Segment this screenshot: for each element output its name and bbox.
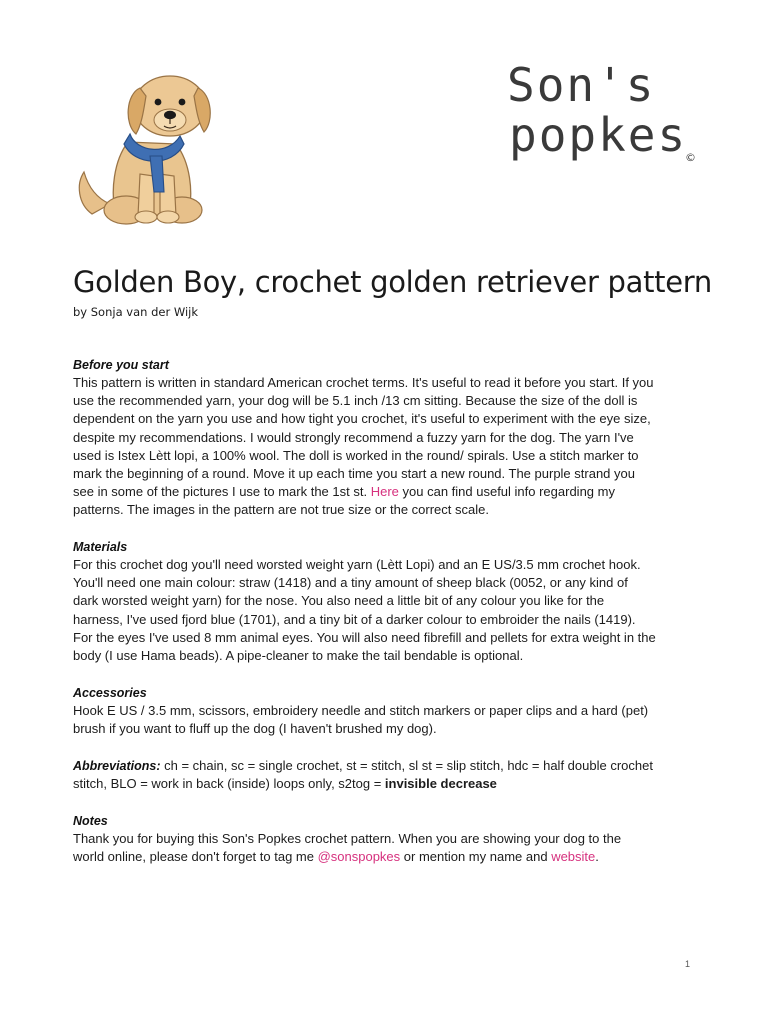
text-segment: stitch, BLO = work in back (inside) loops only, s2tog =	[73, 776, 385, 792]
invisible-decrease-term: invisible decrease	[384, 776, 497, 792]
text-line: This pattern is written in standard American crochet terms. It's useful to read it before you start. If you	[73, 375, 654, 390]
text-line	[73, 757, 701, 775]
section-body	[73, 556, 701, 665]
section-body	[73, 702, 701, 738]
section-materials	[73, 538, 701, 665]
text-line	[73, 483, 701, 501]
author-byline: by Sonja van der Wijk	[73, 305, 199, 319]
text-line: Thank you for buying this Son's Popkes crochet pattern. When you are showing your dog to the	[73, 831, 622, 846]
section-body	[73, 374, 701, 520]
text-line	[73, 775, 701, 793]
text-segment: see in some of the pictures I use to mark the 1st st.	[73, 484, 368, 500]
section-before-you-start	[73, 356, 701, 520]
logo-line-2: popkes	[509, 108, 688, 162]
text-line: For the eyes I've used 8 mm animal eyes. You will also need fibrefill and pellets for extra weight in the	[73, 629, 656, 645]
logo-line-1: Son's	[507, 58, 656, 112]
section-heading: Before you start	[73, 358, 169, 372]
text-segment: ch = chain, sc = single crochet, st = stitch, sl st = slip stitch, hdc = half double crochet	[160, 758, 653, 773]
text-line: dark worsted weight yarn) for the nose. You also need a little bit of any colour you like for the	[73, 593, 605, 609]
section-body	[73, 830, 701, 866]
section-accessories	[73, 684, 701, 738]
text-line	[73, 848, 701, 866]
text-segment: world online, please don't forget to tag me	[73, 849, 318, 865]
here-link[interactable]: Here	[370, 484, 399, 500]
text-segment: .	[595, 849, 599, 865]
text-line: You'll need one main colour: straw (1418) and a tiny amount of sheep black (0052, or any kind of	[73, 575, 628, 591]
text-line: despite my recommendations. I would strongly recommend a fuzzy yarn for the dog. The yarn I've	[73, 429, 634, 445]
text-line: used is Istex Lètt lopi, a 100% wool. The doll is worked in the round/ spirals. Use a stitch marker to	[73, 447, 639, 463]
text-line: use the recommended yarn, your dog will be 5.1 inch /13 cm sitting. Because the size of the doll is	[73, 393, 638, 409]
instagram-handle-link[interactable]: @sonspopkes	[317, 849, 401, 865]
website-link[interactable]: website	[551, 849, 596, 865]
text-line: dependent on the yarn you use and how tight you crochet, it's useful to experiment with the eye size,	[73, 411, 651, 427]
section-notes	[73, 812, 701, 866]
section-body	[73, 757, 701, 793]
text-line: patterns. The images in the pattern are not true size or the correct scale.	[73, 502, 489, 518]
section-heading: Notes	[73, 814, 108, 828]
page-title: Golden Boy, crochet golden retriever pattern	[73, 265, 712, 299]
section-heading: Accessories	[73, 686, 147, 700]
copyright-mark: ©	[685, 151, 696, 164]
text-line: brush if you want to fluff up the dog (I haven't brushed my dog).	[73, 721, 437, 737]
section-heading: Abbreviations:	[73, 759, 161, 773]
text-line: body (I use Hama beads). A pipe-cleaner to make the tail bendable is optional.	[73, 648, 524, 664]
text-segment: or mention my name and	[400, 849, 552, 865]
section-heading: Materials	[73, 540, 128, 554]
page-number: 1	[685, 959, 691, 969]
text-line: Hook E US / 3.5 mm, scissors, embroidery needle and stitch markers or paper clips and a hard (pet)	[73, 703, 649, 718]
text-line: For this crochet dog you'll need worsted weight yarn (Lètt Lopi) and an E US/3.5 mm crochet hook.	[73, 557, 641, 572]
golden-retriever-illustration	[70, 64, 230, 228]
sons-popkes-logo	[505, 60, 705, 175]
section-abbreviations	[73, 757, 701, 793]
text-segment: you can find useful info regarding my	[398, 484, 615, 500]
text-line: harness, I've used fjord blue (1701), and a tiny bit of a darker colour to embroider the nails (1419).	[73, 611, 636, 627]
text-line: mark the beginning of a round. Move it up each time you start a new round. The purple strand you	[73, 466, 635, 482]
